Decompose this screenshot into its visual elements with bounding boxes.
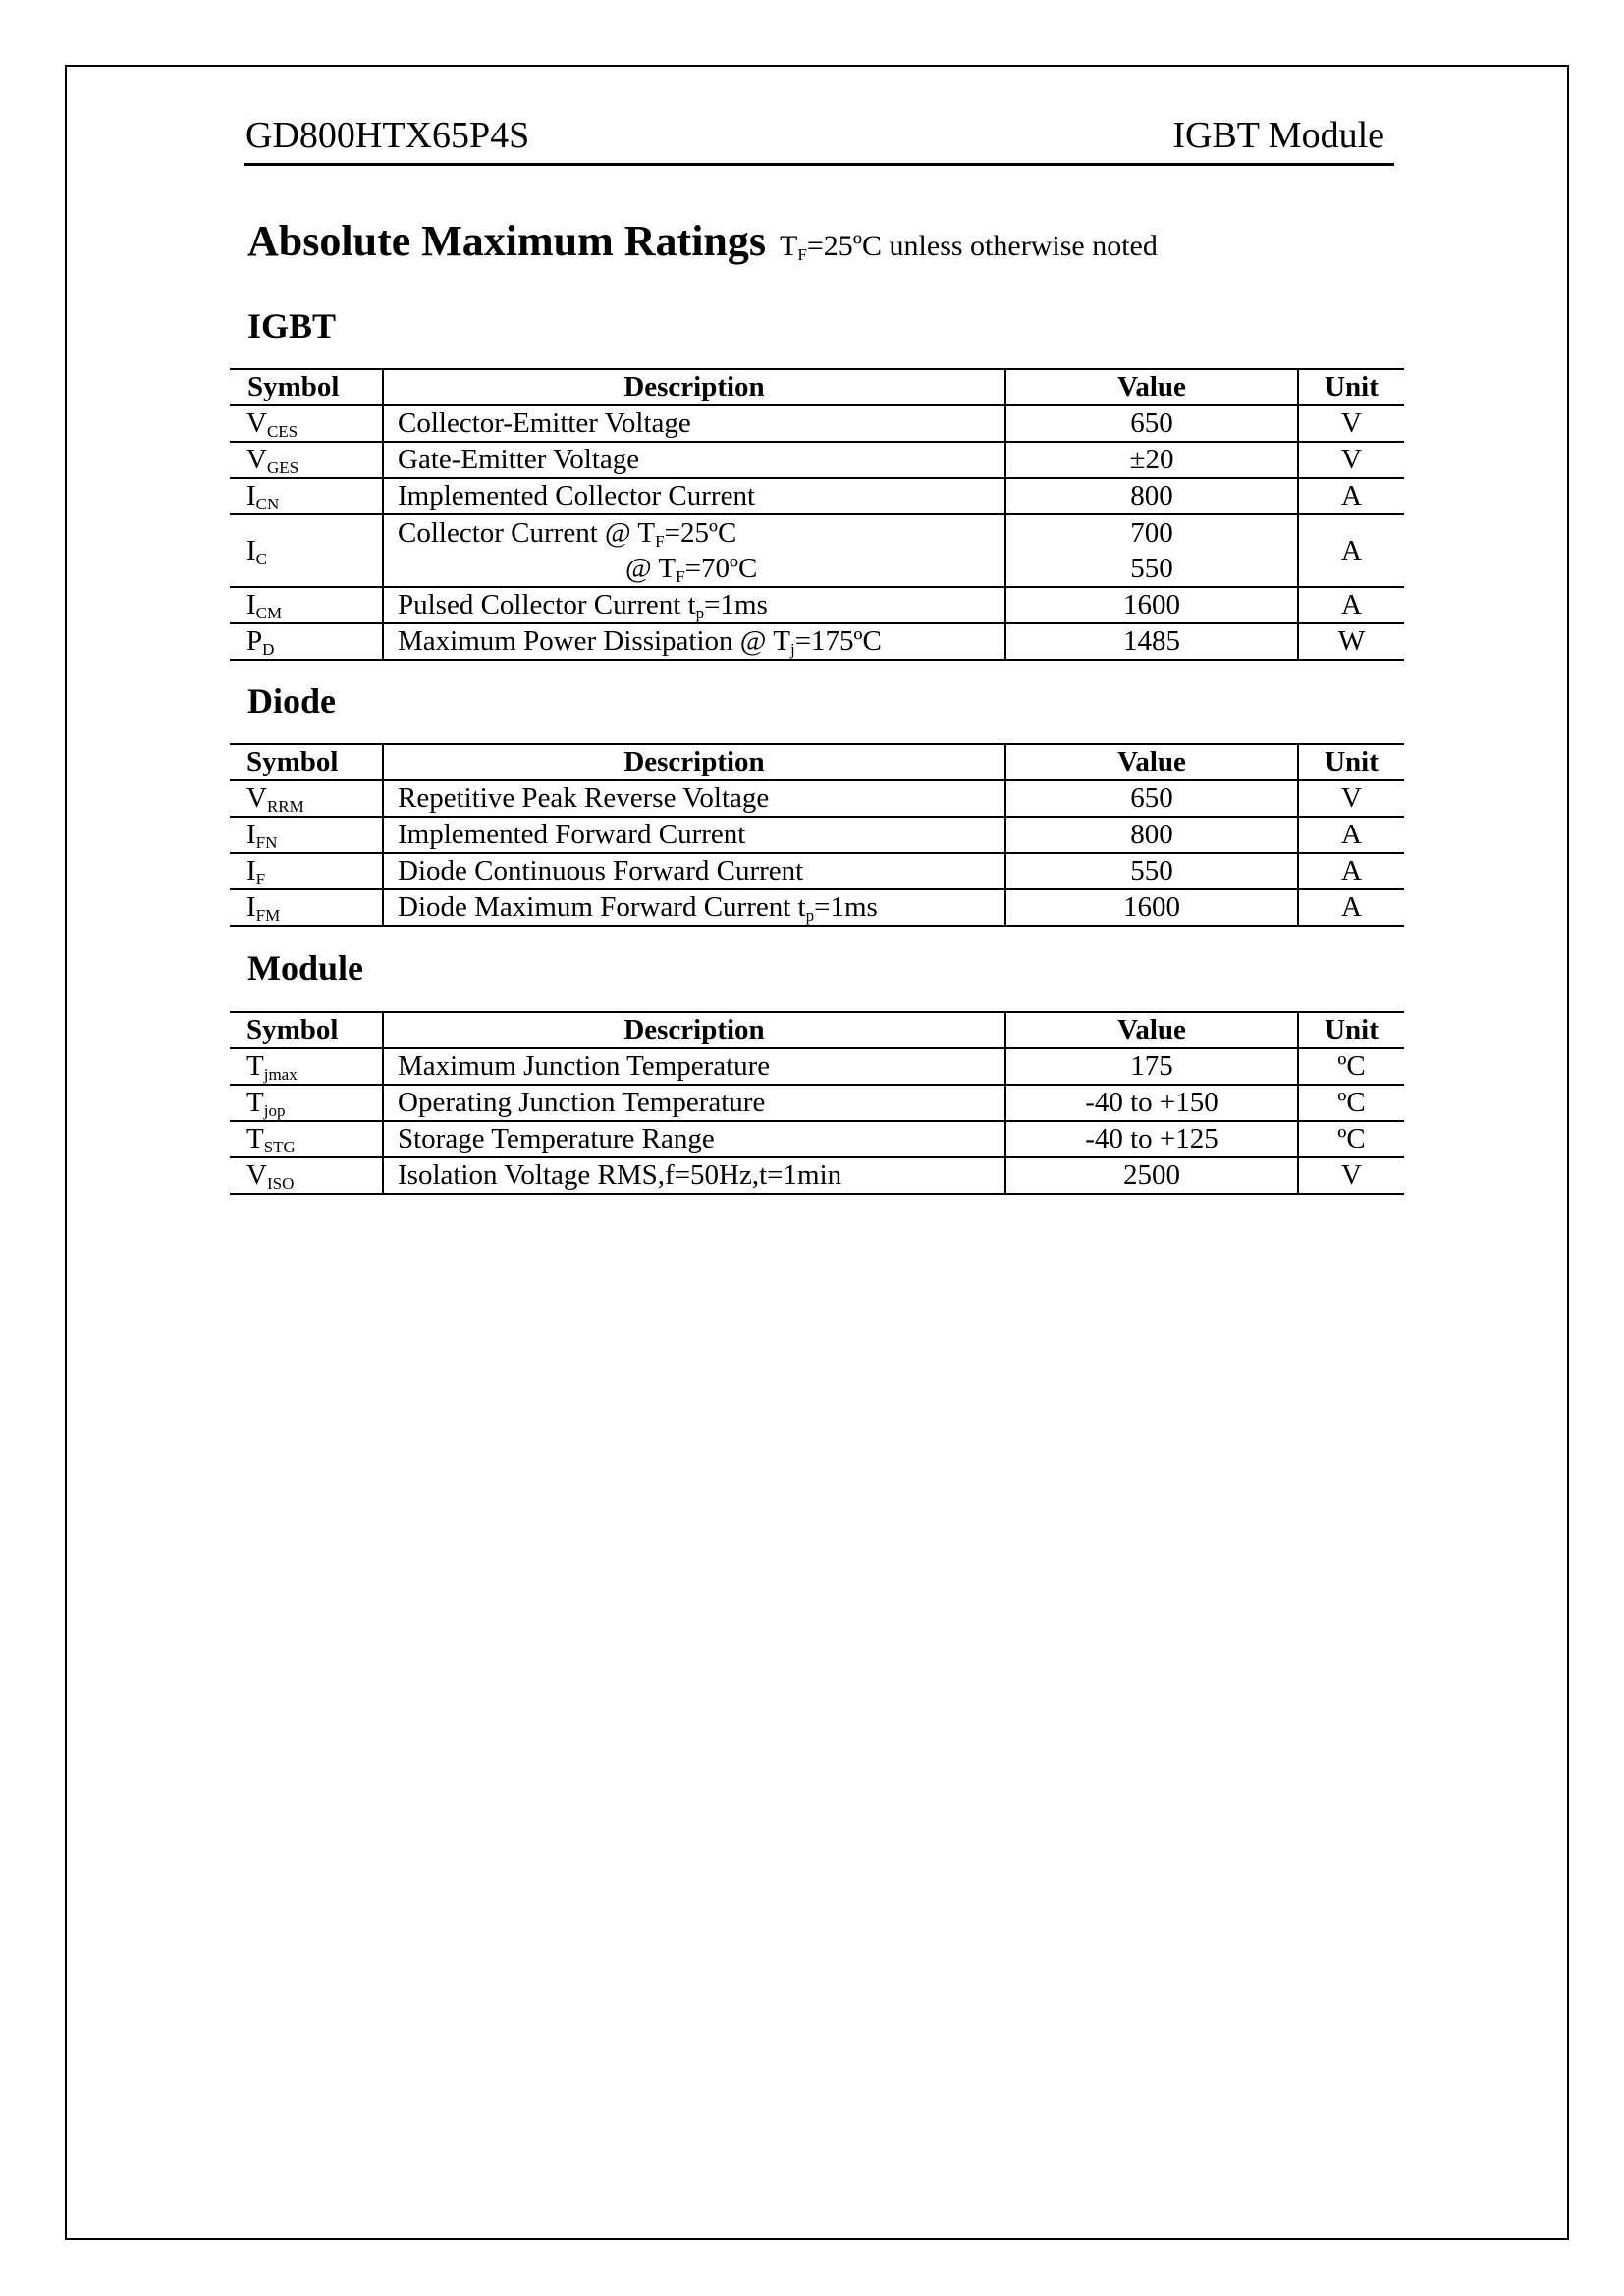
unit-cell: A xyxy=(1298,514,1404,587)
table-row xyxy=(230,405,1404,442)
table-row xyxy=(230,780,1404,817)
unit-cell: ºC xyxy=(1298,1121,1404,1157)
col-description: Description xyxy=(383,369,1005,405)
table-row xyxy=(230,1085,1404,1121)
title-main: Absolute Maximum Ratings xyxy=(247,217,767,265)
page-title xyxy=(247,216,1158,266)
unit-cell: W xyxy=(1298,623,1404,660)
table-row xyxy=(230,478,1404,514)
description-cell: Maximum Junction Temperature xyxy=(383,1048,1005,1085)
col-unit: Unit xyxy=(1298,744,1404,780)
table-row xyxy=(230,442,1404,478)
table-row xyxy=(230,1121,1404,1157)
unit-cell: A xyxy=(1298,587,1404,623)
table-row xyxy=(230,853,1404,889)
value-cell: 1485 xyxy=(1005,623,1298,660)
col-symbol: Symbol xyxy=(230,744,383,780)
unit-cell: V xyxy=(1298,405,1404,442)
symbol-cell: $P_D$ xyxy=(230,623,383,660)
col-symbol: Symbol xyxy=(230,1012,383,1048)
symbol-cell: $I_C$ xyxy=(230,514,383,587)
description-cell: Gate-Emitter Voltage xyxy=(383,442,1005,478)
col-description: Description xyxy=(383,1012,1005,1048)
symbol-cell: $V_{CES}$ xyxy=(230,405,383,442)
unit-cell: A xyxy=(1298,889,1404,926)
value-cell: -40 to +150 xyxy=(1005,1085,1298,1121)
value-cell: 2500 xyxy=(1005,1157,1298,1194)
col-value: Value xyxy=(1005,369,1298,405)
igbt-table xyxy=(230,368,1404,661)
title-condition: $T_F=25ºC$ unless otherwise noted xyxy=(780,230,1158,264)
section-heading-igbt: IGBT xyxy=(247,306,337,346)
col-symbol: Symbol xyxy=(230,369,383,405)
unit-cell: A xyxy=(1298,817,1404,853)
symbol-cell: $T_{jmax}$ xyxy=(230,1048,383,1085)
value-cell: 800 xyxy=(1005,817,1298,853)
table-row xyxy=(230,889,1404,926)
col-unit: Unit xyxy=(1298,369,1404,405)
symbol-cell: $V_{ISO}$ xyxy=(230,1157,383,1194)
symbol-cell: $I_{CM}$ xyxy=(230,587,383,623)
value-cell: 175 xyxy=(1005,1048,1298,1085)
description-cell: Collector-Emitter Voltage xyxy=(383,405,1005,442)
table-header-row xyxy=(230,369,1404,405)
value-cell: ±20 xyxy=(1005,442,1298,478)
col-description: Description xyxy=(383,744,1005,780)
col-value: Value xyxy=(1005,744,1298,780)
product-type: IGBT Module xyxy=(1172,115,1384,156)
description-cell: Isolation Voltage RMS,f=50Hz,t=1min xyxy=(383,1157,1005,1194)
col-unit: Unit xyxy=(1298,1012,1404,1048)
value-cell: 650 xyxy=(1005,405,1298,442)
description-cell: Storage Temperature Range xyxy=(383,1121,1005,1157)
section-heading-module: Module xyxy=(247,948,364,988)
table-row xyxy=(230,623,1404,660)
table-row xyxy=(230,587,1404,623)
unit-cell: V xyxy=(1298,442,1404,478)
page-header xyxy=(244,110,1394,166)
symbol-cell: $I_{FN}$ xyxy=(230,817,383,853)
unit-cell: V xyxy=(1298,1157,1404,1194)
unit-cell: V xyxy=(1298,780,1404,817)
part-number: GD800HTX65P4S xyxy=(245,115,530,156)
value-cell: 800 xyxy=(1005,478,1298,514)
symbol-cell: $I_F$ xyxy=(230,853,383,889)
value-cell: 650 xyxy=(1005,780,1298,817)
description-cell: Diode Maximum Forward Current $t_p=1ms$ xyxy=(383,889,1005,926)
table-header-row xyxy=(230,1012,1404,1048)
description-cell: Repetitive Peak Reverse Voltage xyxy=(383,780,1005,817)
value-cell: 1600 xyxy=(1005,889,1298,926)
value-cell: 550 xyxy=(1005,853,1298,889)
symbol-cell: $T_{STG}$ xyxy=(230,1121,383,1157)
description-cell: Maximum Power Dissipation @ $T_j=175ºC$ xyxy=(383,623,1005,660)
description-cell: Implemented Collector Current xyxy=(383,478,1005,514)
unit-cell: A xyxy=(1298,853,1404,889)
value-cell: 1600 xyxy=(1005,587,1298,623)
section-heading-diode: Diode xyxy=(247,681,336,721)
description-cell: Operating Junction Temperature xyxy=(383,1085,1005,1121)
table-row xyxy=(230,1048,1404,1085)
table-row xyxy=(230,514,1404,587)
unit-cell: ºC xyxy=(1298,1048,1404,1085)
description-cell: Pulsed Collector Current $t_p=1ms$ xyxy=(383,587,1005,623)
symbol-cell: $T_{jop}$ xyxy=(230,1085,383,1121)
symbol-cell: $I_{FM}$ xyxy=(230,889,383,926)
diode-table xyxy=(230,743,1404,927)
table-row xyxy=(230,817,1404,853)
symbol-cell: $V_{GES}$ xyxy=(230,442,383,478)
description-cell: Implemented Forward Current xyxy=(383,817,1005,853)
value-cell: 700 550 xyxy=(1005,514,1298,587)
table-row xyxy=(230,1157,1404,1194)
symbol-cell: $V_{RRM}$ xyxy=(230,780,383,817)
unit-cell: ºC xyxy=(1298,1085,1404,1121)
module-table xyxy=(230,1011,1404,1195)
symbol-cell: $I_{CN}$ xyxy=(230,478,383,514)
description-cell: Diode Continuous Forward Current xyxy=(383,853,1005,889)
table-header-row xyxy=(230,744,1404,780)
col-value: Value xyxy=(1005,1012,1298,1048)
value-cell: -40 to +125 xyxy=(1005,1121,1298,1157)
unit-cell: A xyxy=(1298,478,1404,514)
description-cell: Collector Current @ $T_F=25ºC$ @ $T_F=70ºC$ xyxy=(383,514,1005,587)
